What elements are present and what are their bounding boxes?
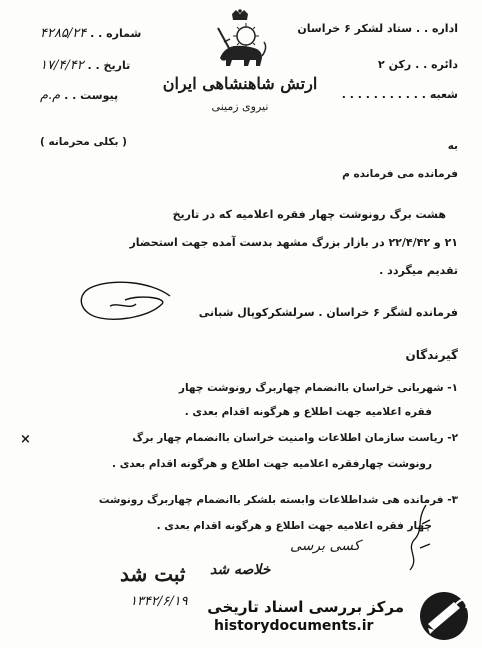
number-label: شماره bbox=[106, 27, 142, 40]
body-line-2: ۲۱ و ۲۲/۴/۴۲ در بازار بزرگ مشهد بدست آمده جهت استحضار bbox=[129, 236, 458, 249]
watermark-url: historydocuments.ir bbox=[214, 618, 374, 634]
cross-mark: × bbox=[20, 432, 31, 447]
office-value: ستاد لشکر ۶ خراسان bbox=[297, 22, 413, 35]
attachment-label: پیوست bbox=[80, 89, 119, 102]
scroll-feather-logo-icon bbox=[410, 588, 474, 644]
header-branch-line: شعبه . . . . . . . . . . . bbox=[341, 88, 458, 101]
recipient-2-line-2: رونوشت چهارفقره اعلامیه جهت اطلاع و هرگونه اقدام بعدی . bbox=[112, 458, 432, 470]
recipient-3-line-1: ۳- فرمانده هی شداطلاعات وابسته بلشکر باانضمام چهاربرگ رونوشت bbox=[98, 494, 458, 506]
registered-stamp: ثبت شد bbox=[120, 562, 186, 586]
header-department-line: دائره . . رکن ۲ bbox=[378, 58, 458, 71]
signature-scribble bbox=[70, 276, 180, 326]
recipients-title: گیرندگان bbox=[405, 348, 458, 362]
department-value: رکن ۲ bbox=[378, 58, 412, 71]
summary-note: خلاصه شد bbox=[210, 562, 271, 578]
header-date-line: تاریخ . . ۱۷/۴/۴۲ bbox=[40, 58, 131, 73]
attachment-value: م.م bbox=[40, 88, 61, 103]
date-label: تاریخ bbox=[103, 59, 131, 72]
salutation-addressee: فرمانده می فرمانده م bbox=[342, 168, 458, 180]
watermark-name: مرکز بررسی اسناد تاریخی bbox=[207, 598, 404, 616]
sender-line: فرمانده لشگر ۶ خراسان . سرلشکرکوپال شبانی bbox=[198, 306, 458, 319]
branch-label: شعبه bbox=[429, 88, 458, 101]
org-title: ارتش شاهنشاهی ایران bbox=[162, 74, 318, 93]
handwritten-signature-note: کسی برسی bbox=[290, 538, 361, 554]
number-value: ۴۲۸۵/۲۴ bbox=[40, 26, 87, 41]
department-label: دائره bbox=[431, 58, 458, 71]
body-line-1: هشت برگ رونوشت چهار فقره اعلامیه که در تاریخ bbox=[172, 208, 446, 221]
salutation-to: به bbox=[447, 140, 458, 152]
classification-stamp: ( بکلی محرمانه ) bbox=[40, 136, 127, 148]
header-attachment-line: پیوست . . م.م bbox=[40, 88, 119, 103]
date-value: ۱۷/۴/۴۲ bbox=[40, 58, 84, 73]
recipient-1-line-1: ۱- شهربانی خراسان باانضمام چهاربرگ رونوشت چهار bbox=[178, 382, 458, 394]
lion-and-sun-emblem-icon bbox=[210, 8, 270, 72]
recipient-1-line-2: فقره اعلامیه جهت اطلاع و هرگونه اقدام بعدی . bbox=[184, 406, 432, 418]
body-line-3: تقدیم میگردد . bbox=[379, 264, 458, 277]
registered-date: ۱۳۴۲/۶/۱۹ bbox=[130, 594, 188, 609]
header-number-line: شماره . . ۴۲۸۵/۲۴ bbox=[40, 26, 142, 41]
recipient-3-line-2: چهار فقره اعلامیه جهت اطلاع و هرگونه اقدام بعدی . bbox=[156, 520, 432, 532]
org-subtitle: نیروی زمینی bbox=[211, 100, 269, 113]
header-office-line: اداره . . ستاد لشکر ۶ خراسان bbox=[297, 22, 458, 35]
office-label: اداره bbox=[431, 22, 458, 35]
handwritten-margin-note bbox=[396, 500, 436, 580]
recipient-2-line-1: ۲- ریاست سازمان اطلاعات وامنیت خراسان باانضمام چهار برگ bbox=[132, 432, 458, 444]
